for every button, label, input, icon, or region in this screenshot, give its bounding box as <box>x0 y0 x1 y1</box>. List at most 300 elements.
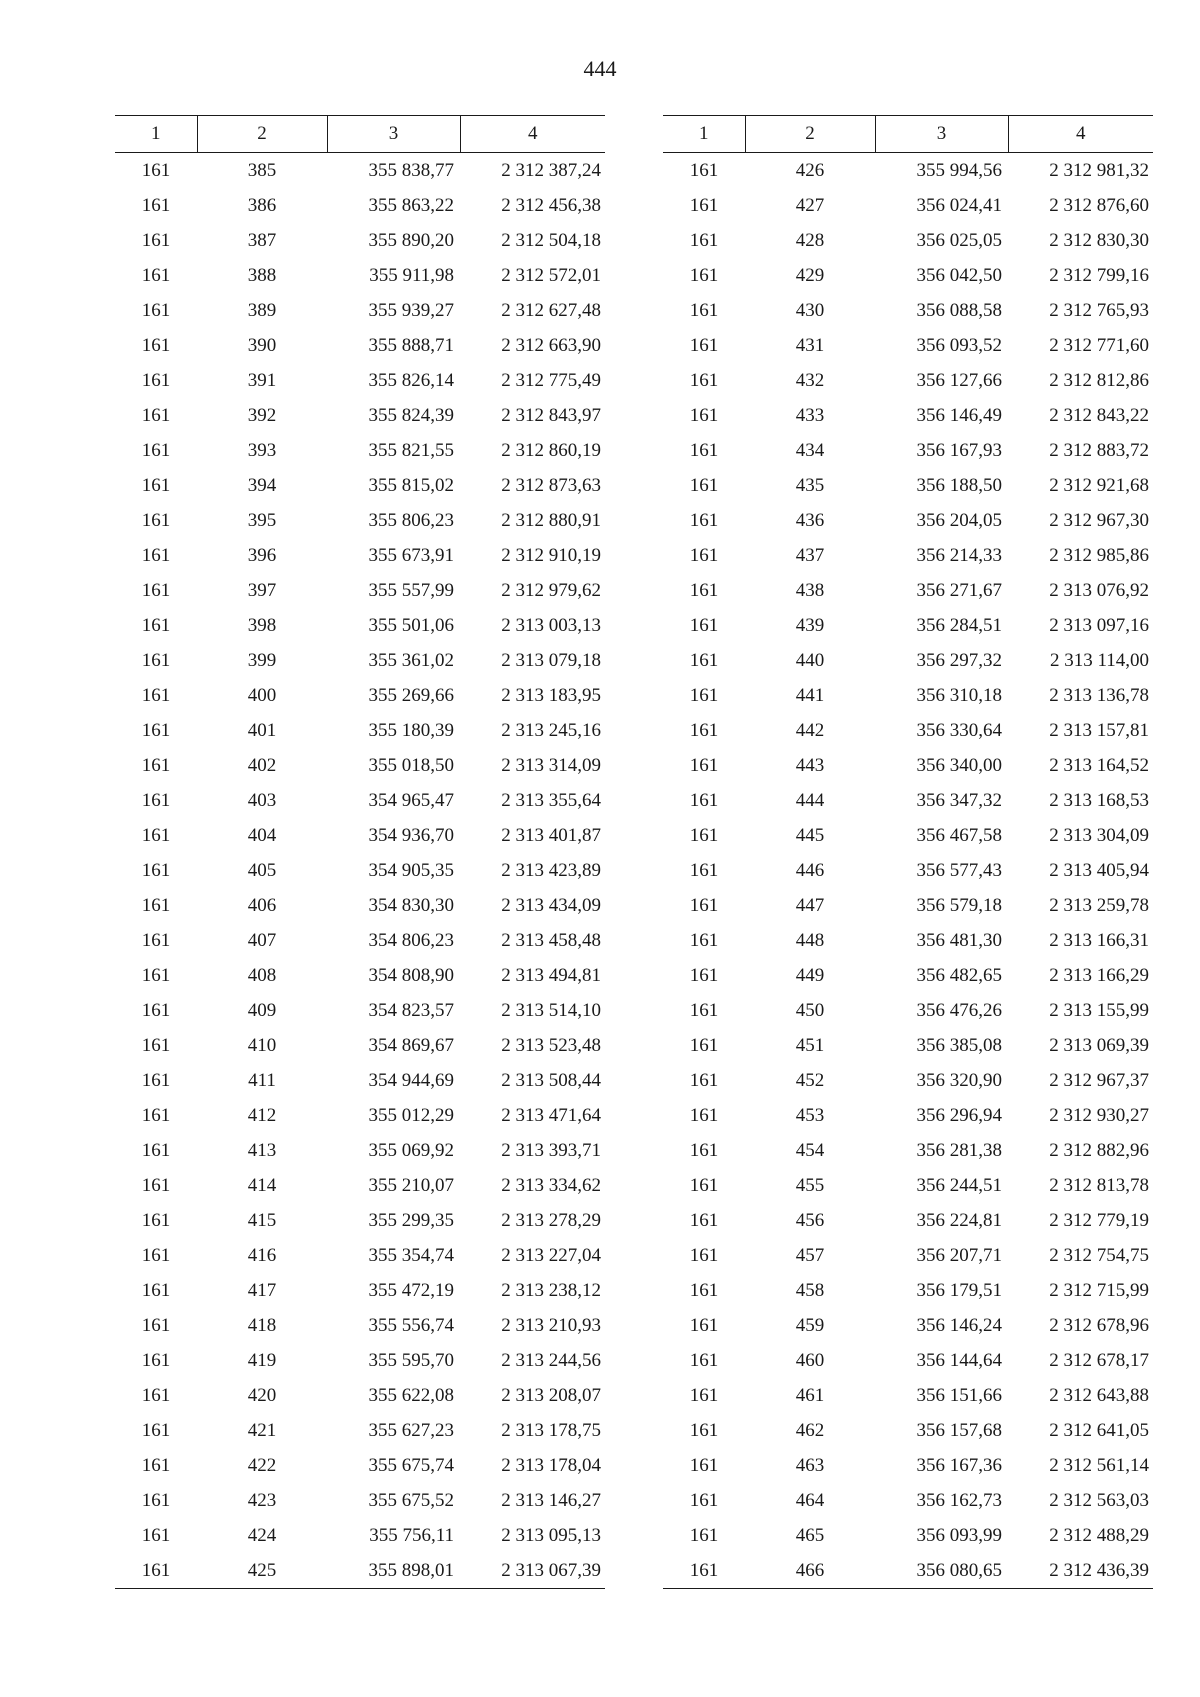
cell-col-1: 161 <box>689 1315 719 1336</box>
table-row <box>115 608 605 643</box>
table-row <box>115 433 605 468</box>
column-header-3: 3 <box>327 116 460 153</box>
cell-col-4: 2 313 405,94 <box>1049 860 1149 881</box>
cell-col-2: 440 <box>795 650 825 671</box>
table-row <box>115 958 605 993</box>
cell-col-3: 355 756,11 <box>369 1525 454 1546</box>
cell-col-3: 355 595,70 <box>368 1350 454 1371</box>
cell-col-1: 161 <box>141 475 171 496</box>
cell-col-1: 161 <box>141 1350 171 1371</box>
table-body-right <box>663 153 1153 1589</box>
table-row <box>663 1518 1153 1553</box>
cell-col-4: 2 313 157,81 <box>1049 720 1149 741</box>
cell-col-1: 161 <box>689 300 719 321</box>
cell-col-2: 406 <box>247 895 277 916</box>
cell-col-1: 161 <box>141 440 171 461</box>
cell-col-2: 420 <box>247 1385 277 1406</box>
cell-col-3: 356 088,58 <box>916 300 1002 321</box>
cell-col-3: 356 024,41 <box>916 195 1002 216</box>
cell-col-2: 438 <box>795 580 825 601</box>
cell-col-3: 355 069,92 <box>368 1140 454 1161</box>
cell-col-2: 399 <box>247 650 277 671</box>
cell-col-2: 449 <box>795 965 825 986</box>
cell-col-2: 394 <box>247 475 277 496</box>
table-row <box>663 188 1153 223</box>
cell-col-2: 450 <box>795 1000 825 1021</box>
cell-col-4: 2 313 079,18 <box>501 650 601 671</box>
table-row <box>115 1028 605 1063</box>
cell-col-4: 2 312 678,96 <box>1049 1315 1149 1336</box>
cell-col-1: 161 <box>689 860 719 881</box>
cell-col-3: 356 188,50 <box>916 475 1002 496</box>
cell-col-2: 462 <box>795 1420 825 1441</box>
cell-col-1: 161 <box>689 965 719 986</box>
cell-col-3: 355 299,35 <box>368 1210 454 1231</box>
cell-col-3: 355 556,74 <box>368 1315 454 1336</box>
cell-col-3: 355 806,23 <box>368 510 454 531</box>
cell-col-4: 2 312 981,32 <box>1049 160 1149 181</box>
cell-col-4: 2 313 259,78 <box>1049 895 1149 916</box>
cell-col-3: 356 167,36 <box>916 1455 1002 1476</box>
cell-col-3: 356 296,94 <box>916 1105 1002 1126</box>
cell-col-1: 161 <box>141 1455 171 1476</box>
cell-col-2: 461 <box>795 1385 825 1406</box>
cell-col-1: 161 <box>141 1105 171 1126</box>
cell-col-1: 161 <box>141 160 171 181</box>
cell-col-4: 2 313 166,31 <box>1049 930 1149 951</box>
cell-col-2: 425 <box>197 1553 327 1589</box>
cell-col-1: 161 <box>689 1420 719 1441</box>
cell-col-3: 356 093,99 <box>916 1525 1002 1546</box>
cell-col-3: 356 284,51 <box>916 615 1002 636</box>
cell-col-2: 443 <box>795 755 825 776</box>
cell-col-3: 356 224,81 <box>916 1210 1002 1231</box>
cell-col-4: 2 313 166,29 <box>1049 965 1149 986</box>
cell-col-3: 356 042,50 <box>916 265 1002 286</box>
cell-col-3: 356 481,30 <box>916 930 1002 951</box>
cell-col-1: 161 <box>141 650 171 671</box>
cell-col-3: 355 675,52 <box>368 1490 454 1511</box>
cell-col-4: 2 313 393,71 <box>501 1140 601 1161</box>
table-row <box>663 1483 1153 1518</box>
cell-col-4: 2 313 178,04 <box>501 1455 601 1476</box>
cell-col-4: 2 313 508,44 <box>501 1070 601 1091</box>
cell-col-4: 2 312 456,38 <box>501 195 601 216</box>
cell-col-3: 356 476,26 <box>916 1000 1002 1021</box>
cell-col-2: 409 <box>247 1000 277 1021</box>
cell-col-4: 2 313 458,48 <box>501 930 601 951</box>
cell-col-2: 455 <box>795 1175 825 1196</box>
cell-col-2: 411 <box>248 1070 276 1091</box>
cell-col-4: 2 313 076,92 <box>1049 580 1149 601</box>
cell-col-4: 2 313 334,62 <box>501 1175 601 1196</box>
cell-col-3: 355 675,74 <box>368 1455 454 1476</box>
cell-col-4: 2 313 423,89 <box>501 860 601 881</box>
table-row <box>115 818 605 853</box>
table-row <box>663 1413 1153 1448</box>
column-header-3: 3 <box>875 116 1008 153</box>
cell-col-4: 2 312 643,88 <box>1049 1385 1149 1406</box>
table-row <box>663 1273 1153 1308</box>
cell-col-3: 355 911,98 <box>369 265 454 286</box>
table-row <box>115 888 605 923</box>
cell-col-4: 2 312 641,05 <box>1049 1420 1149 1441</box>
cell-col-1: 161 <box>141 895 171 916</box>
cell-col-1: 161 <box>141 1525 171 1546</box>
cell-col-3: 356 482,65 <box>916 965 1002 986</box>
cell-col-4: 2 312 765,93 <box>1049 300 1149 321</box>
cell-col-3: 355 898,01 <box>327 1553 460 1589</box>
table-row <box>115 153 605 189</box>
table-row <box>663 818 1153 853</box>
table-header-row <box>115 116 605 153</box>
cell-col-4: 2 313 494,81 <box>501 965 601 986</box>
cell-col-4: 2 313 238,12 <box>501 1280 601 1301</box>
table-row <box>663 923 1153 958</box>
cell-col-4: 2 312 775,49 <box>501 370 601 391</box>
table-row <box>115 468 605 503</box>
table-row <box>663 398 1153 433</box>
cell-col-4: 2 312 910,19 <box>501 545 601 566</box>
cell-col-2: 391 <box>247 370 277 391</box>
cell-col-2: 454 <box>795 1140 825 1161</box>
cell-col-4: 2 312 678,17 <box>1049 1350 1149 1371</box>
cell-col-1: 161 <box>689 1525 719 1546</box>
cell-col-2: 429 <box>795 265 825 286</box>
table-row <box>663 958 1153 993</box>
cell-col-2: 419 <box>247 1350 277 1371</box>
cell-col-4: 2 313 114,00 <box>1049 650 1149 671</box>
cell-col-1: 161 <box>141 230 171 251</box>
table-row <box>663 1098 1153 1133</box>
table-row <box>663 748 1153 783</box>
cell-col-1: 161 <box>689 1175 719 1196</box>
cell-col-4: 2 313 471,64 <box>501 1105 601 1126</box>
cell-col-4: 2 313 514,10 <box>501 1000 601 1021</box>
cell-col-2: 448 <box>795 930 825 951</box>
table-row <box>663 573 1153 608</box>
table-row <box>663 1308 1153 1343</box>
table-row <box>115 748 605 783</box>
cell-col-3: 355 821,55 <box>368 440 454 461</box>
table-row <box>115 1133 605 1168</box>
cell-col-4: 2 313 245,16 <box>501 720 601 741</box>
cell-col-2: 465 <box>795 1525 825 1546</box>
table-row <box>115 1168 605 1203</box>
cell-col-2: 402 <box>247 755 277 776</box>
coordinates-table-left <box>115 115 605 1589</box>
cell-col-1: 161 <box>141 580 171 601</box>
cell-col-4: 2 312 627,48 <box>501 300 601 321</box>
cell-col-1: 161 <box>689 1385 719 1406</box>
cell-col-3: 356 244,51 <box>916 1175 1002 1196</box>
cell-col-2: 428 <box>795 230 825 251</box>
cell-col-1: 161 <box>689 405 719 426</box>
cell-col-2: 407 <box>247 930 277 951</box>
cell-col-3: 356 347,32 <box>916 790 1002 811</box>
cell-col-2: 445 <box>795 825 825 846</box>
cell-col-1: 161 <box>689 650 719 671</box>
cell-col-3: 354 806,23 <box>368 930 454 951</box>
table-row <box>663 1238 1153 1273</box>
cell-col-1: 161 <box>141 335 171 356</box>
cell-col-3: 355 838,77 <box>368 160 454 181</box>
cell-col-2: 426 <box>795 160 825 181</box>
cell-col-3: 355 269,66 <box>368 685 454 706</box>
cell-col-3: 355 890,20 <box>368 230 454 251</box>
cell-col-4: 2 313 278,29 <box>501 1210 601 1231</box>
table-row <box>115 573 605 608</box>
cell-col-4: 2 313 314,09 <box>501 755 601 776</box>
cell-col-4: 2 312 967,30 <box>1049 510 1149 531</box>
coordinates-table-right <box>663 115 1153 1589</box>
cell-col-2: 410 <box>247 1035 277 1056</box>
cell-col-3: 356 025,05 <box>916 230 1002 251</box>
cell-col-2: 423 <box>247 1490 277 1511</box>
table-header-row <box>663 116 1153 153</box>
cell-col-3: 356 151,66 <box>916 1385 1002 1406</box>
cell-col-1: 161 <box>141 1420 171 1441</box>
cell-col-1: 161 <box>689 930 719 951</box>
table-row <box>663 853 1153 888</box>
table-row <box>663 783 1153 818</box>
cell-col-2: 463 <box>795 1455 825 1476</box>
cell-col-1: 161 <box>689 1105 719 1126</box>
table-row <box>115 293 605 328</box>
table-row <box>663 1028 1153 1063</box>
table-row <box>663 153 1153 189</box>
cell-col-2: 457 <box>795 1245 825 1266</box>
cell-col-2: 427 <box>795 195 825 216</box>
cell-col-4: 2 313 434,09 <box>501 895 601 916</box>
cell-col-4: 2 312 921,68 <box>1049 475 1149 496</box>
cell-col-2: 412 <box>247 1105 277 1126</box>
table-body-left <box>115 153 605 1589</box>
table-row <box>663 678 1153 713</box>
cell-col-4: 2 312 979,62 <box>501 580 601 601</box>
cell-col-3: 354 808,90 <box>368 965 454 986</box>
cell-col-3: 356 320,90 <box>916 1070 1002 1091</box>
cell-col-3: 356 467,58 <box>916 825 1002 846</box>
cell-col-4: 2 312 563,03 <box>1049 1490 1149 1511</box>
cell-col-4: 2 313 136,78 <box>1049 685 1149 706</box>
cell-col-2: 459 <box>795 1315 825 1336</box>
cell-col-3: 356 207,71 <box>916 1245 1002 1266</box>
cell-col-2: 456 <box>795 1210 825 1231</box>
cell-col-4: 2 313 210,93 <box>501 1315 601 1336</box>
table-row <box>115 1343 605 1378</box>
table-row <box>115 258 605 293</box>
cell-col-3: 356 281,38 <box>916 1140 1002 1161</box>
column-header-4: 4 <box>460 116 605 153</box>
table-row <box>663 888 1153 923</box>
cell-col-4: 2 312 930,27 <box>1049 1105 1149 1126</box>
cell-col-1: 161 <box>689 475 719 496</box>
table-row <box>115 1413 605 1448</box>
table-row <box>663 293 1153 328</box>
cell-col-1: 161 <box>689 1070 719 1091</box>
cell-col-4: 2 313 355,64 <box>501 790 601 811</box>
cell-col-1: 161 <box>689 615 719 636</box>
cell-col-4: 2 312 860,19 <box>501 440 601 461</box>
cell-col-2: 434 <box>795 440 825 461</box>
cell-col-1: 161 <box>689 1210 719 1231</box>
cell-col-1: 161 <box>689 1245 719 1266</box>
table-row <box>663 363 1153 398</box>
table-row <box>663 1343 1153 1378</box>
cell-col-4: 2 312 876,60 <box>1049 195 1149 216</box>
cell-col-2: 400 <box>247 685 277 706</box>
cell-col-2: 421 <box>247 1420 277 1441</box>
column-header-2: 2 <box>745 116 875 153</box>
cell-col-2: 385 <box>247 160 277 181</box>
page-number: 444 <box>583 56 617 81</box>
cell-col-2: 458 <box>795 1280 825 1301</box>
table-row <box>115 223 605 258</box>
cell-col-2: 415 <box>247 1210 277 1231</box>
cell-col-2: 398 <box>247 615 277 636</box>
cell-col-1: 161 <box>689 1280 719 1301</box>
cell-col-4: 2 312 779,19 <box>1049 1210 1149 1231</box>
cell-col-1: 161 <box>689 1000 719 1021</box>
cell-col-1: 161 <box>141 1175 171 1196</box>
cell-col-4: 2 313 178,75 <box>501 1420 601 1441</box>
cell-col-4: 2 312 830,30 <box>1049 230 1149 251</box>
table-row <box>115 1308 605 1343</box>
table-row <box>115 1273 605 1308</box>
cell-col-3: 356 297,32 <box>916 650 1002 671</box>
cell-col-2: 424 <box>247 1525 277 1546</box>
cell-col-3: 356 146,24 <box>916 1315 1002 1336</box>
cell-col-3: 356 179,51 <box>916 1280 1002 1301</box>
cell-col-3: 355 994,56 <box>916 160 1002 181</box>
cell-col-3: 354 823,57 <box>368 1000 454 1021</box>
cell-col-1: 161 <box>689 510 719 531</box>
cell-col-4: 2 312 882,96 <box>1049 1140 1149 1161</box>
cell-col-3: 355 627,23 <box>368 1420 454 1441</box>
cell-col-4: 2 312 488,29 <box>1049 1525 1149 1546</box>
cell-col-1: 161 <box>141 1000 171 1021</box>
cell-col-4: 2 313 208,07 <box>501 1385 601 1406</box>
cell-col-2: 386 <box>247 195 277 216</box>
cell-col-2: 401 <box>247 720 277 741</box>
cell-col-1: 161 <box>115 1553 197 1589</box>
cell-col-1: 161 <box>141 370 171 391</box>
cell-col-2: 389 <box>247 300 277 321</box>
cell-col-4: 2 313 401,87 <box>501 825 601 846</box>
cell-col-3: 355 939,27 <box>368 300 454 321</box>
table-row <box>115 1448 605 1483</box>
cell-col-1: 161 <box>689 335 719 356</box>
cell-col-3: 356 340,00 <box>916 755 1002 776</box>
cell-col-4: 2 313 227,04 <box>501 1245 601 1266</box>
cell-col-3: 356 167,93 <box>916 440 1002 461</box>
cell-col-2: 441 <box>795 685 825 706</box>
table-row <box>115 1518 605 1553</box>
table-row <box>115 1203 605 1238</box>
cell-col-2: 395 <box>247 510 277 531</box>
column-header-1: 1 <box>115 116 197 153</box>
cell-col-4: 2 313 069,39 <box>1049 1035 1149 1056</box>
cell-col-1: 161 <box>141 860 171 881</box>
cell-col-3: 356 157,68 <box>916 1420 1002 1441</box>
cell-col-4: 2 313 067,39 <box>460 1553 605 1589</box>
cell-col-3: 355 622,08 <box>368 1385 454 1406</box>
cell-col-3: 355 824,39 <box>368 405 454 426</box>
cell-col-1: 161 <box>689 370 719 391</box>
cell-col-2: 431 <box>795 335 825 356</box>
cell-col-2: 444 <box>795 790 825 811</box>
cell-col-3: 355 018,50 <box>368 755 454 776</box>
table-row <box>115 363 605 398</box>
table-row <box>115 188 605 223</box>
cell-col-1: 161 <box>141 720 171 741</box>
cell-col-2: 416 <box>247 1245 277 1266</box>
cell-col-1: 161 <box>141 195 171 216</box>
cell-col-2: 414 <box>247 1175 277 1196</box>
cell-col-1: 161 <box>141 1035 171 1056</box>
cell-col-1: 161 <box>689 1140 719 1161</box>
cell-col-1: 161 <box>689 685 719 706</box>
cell-col-3: 355 557,99 <box>368 580 454 601</box>
cell-col-2: 442 <box>795 720 825 741</box>
cell-col-4: 2 312 985,86 <box>1049 545 1149 566</box>
cell-col-2: 439 <box>795 615 825 636</box>
cell-col-4: 2 312 873,63 <box>501 475 601 496</box>
cell-col-1: 161 <box>141 1280 171 1301</box>
cell-col-2: 397 <box>247 580 277 601</box>
cell-col-3: 355 888,71 <box>368 335 454 356</box>
cell-col-1: 161 <box>141 1385 171 1406</box>
cell-col-1: 161 <box>141 1140 171 1161</box>
cell-col-2: 404 <box>247 825 277 846</box>
cell-col-1: 161 <box>689 1035 719 1056</box>
cell-col-3: 354 869,67 <box>368 1035 454 1056</box>
cell-col-3: 356 093,52 <box>916 335 1002 356</box>
cell-col-3: 355 210,07 <box>368 1175 454 1196</box>
table-row <box>663 1063 1153 1098</box>
cell-col-4: 2 312 504,18 <box>501 230 601 251</box>
cell-col-1: 161 <box>689 790 719 811</box>
table-row <box>115 678 605 713</box>
table-row <box>115 503 605 538</box>
table-row <box>115 923 605 958</box>
cell-col-4: 2 313 183,95 <box>501 685 601 706</box>
cell-col-3: 355 863,22 <box>368 195 454 216</box>
column-header-1: 1 <box>663 116 745 153</box>
cell-col-3: 355 501,06 <box>368 615 454 636</box>
table-row <box>663 1448 1153 1483</box>
cell-col-3: 355 826,14 <box>368 370 454 391</box>
cell-col-4: 2 312 843,22 <box>1049 405 1149 426</box>
cell-col-1: 161 <box>141 1245 171 1266</box>
cell-col-3: 355 815,02 <box>368 475 454 496</box>
cell-col-4: 2 313 155,99 <box>1049 1000 1149 1021</box>
cell-col-3: 356 579,18 <box>916 895 1002 916</box>
cell-col-4: 2 312 436,39 <box>1008 1553 1153 1589</box>
table-row <box>115 1098 605 1133</box>
cell-col-2: 430 <box>795 300 825 321</box>
cell-col-1: 161 <box>689 1490 719 1511</box>
table-row <box>115 993 605 1028</box>
cell-col-3: 354 936,70 <box>368 825 454 846</box>
cell-col-1: 161 <box>689 545 719 566</box>
cell-col-3: 355 012,29 <box>368 1105 454 1126</box>
table-row <box>663 1133 1153 1168</box>
table-row <box>115 398 605 433</box>
cell-col-2: 453 <box>795 1105 825 1126</box>
cell-col-4: 2 313 003,13 <box>501 615 601 636</box>
